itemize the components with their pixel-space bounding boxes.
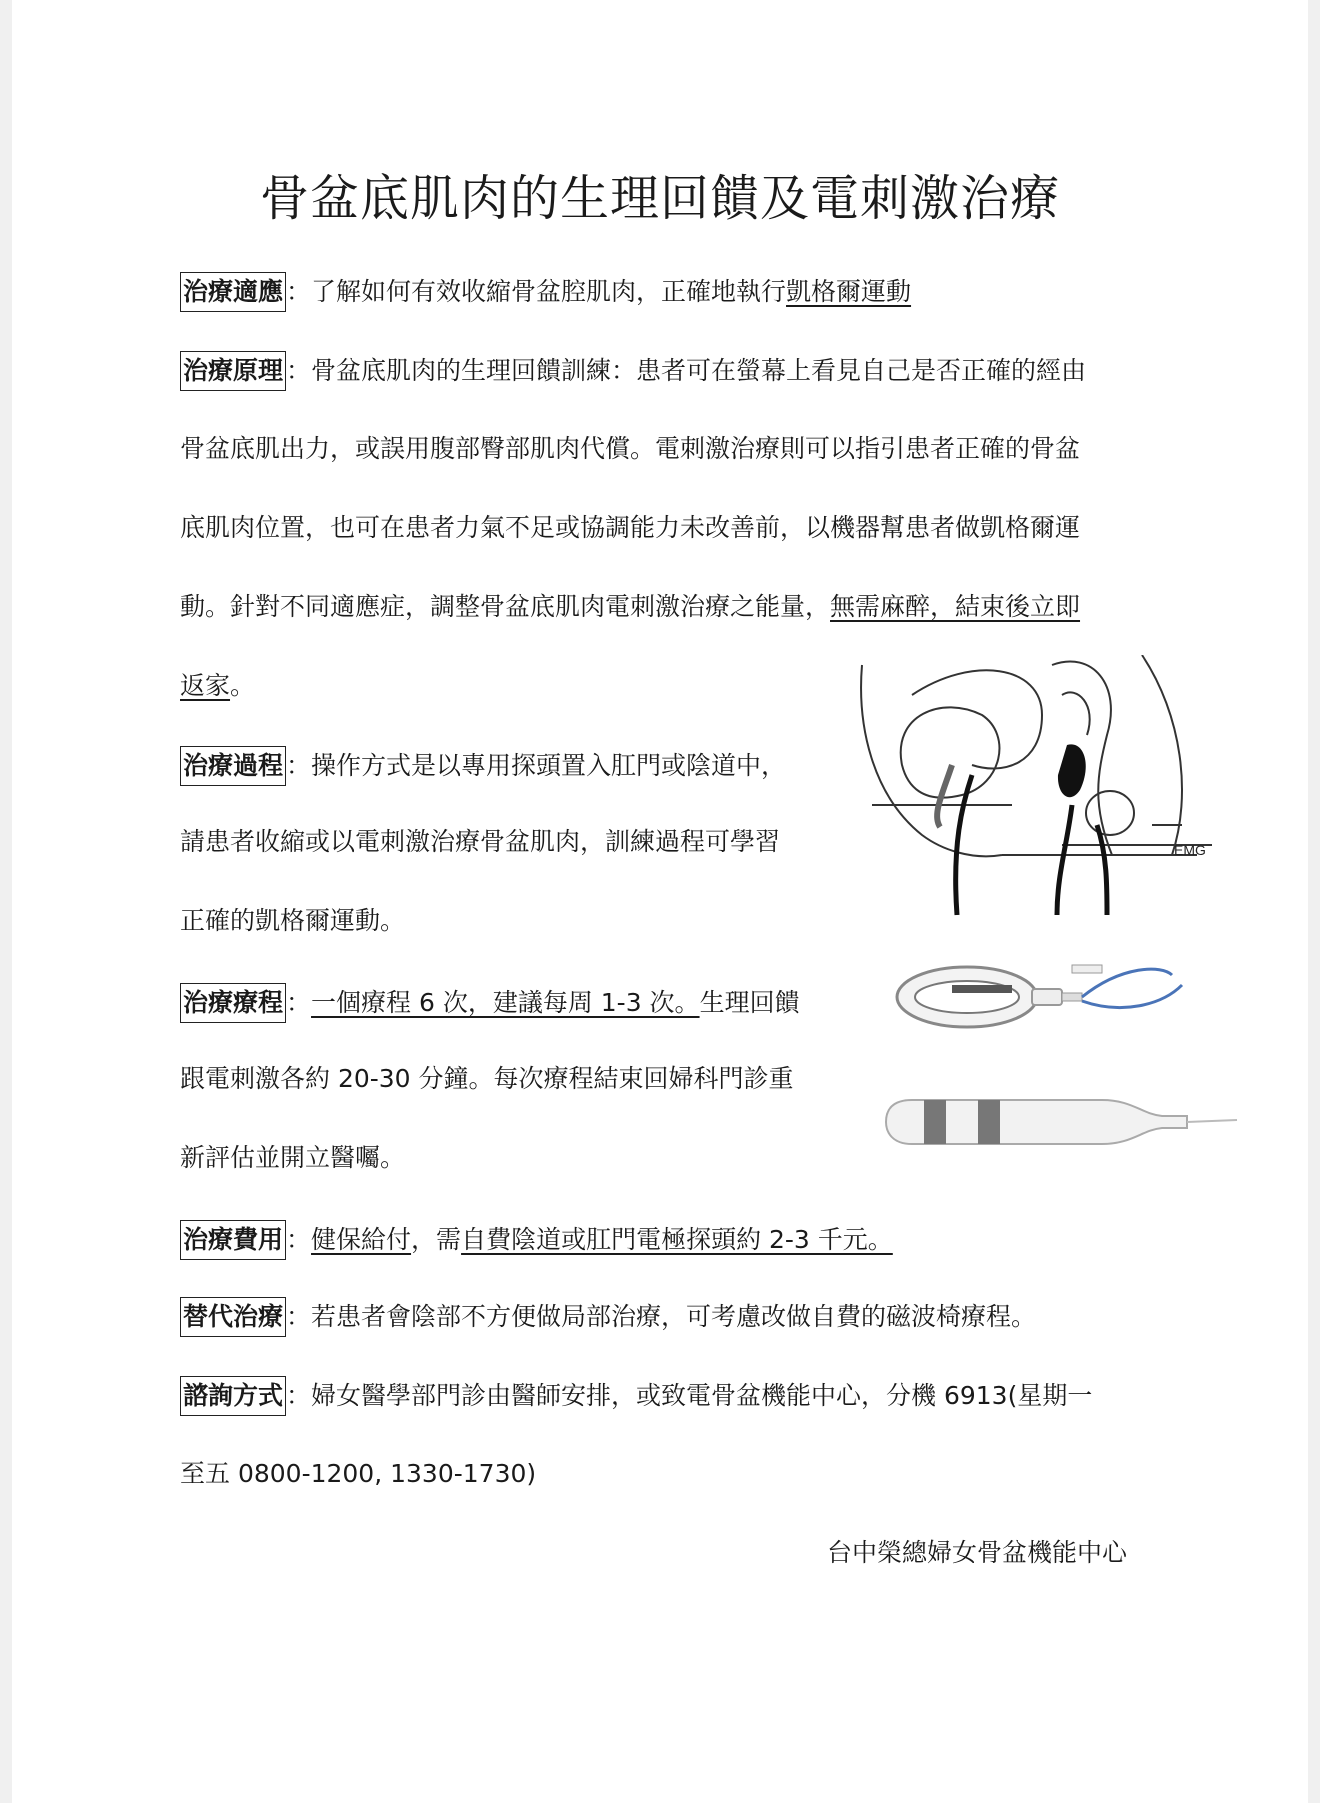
section-indication: 治療適應 ：了解如何有效收縮骨盆腔肌肉，正確地執行凱格爾運動 [180,272,911,312]
section-principle: 治療原理 ：骨盆底肌肉的生理回饋訓練：患者可在螢幕上看見自己是否正確的經由 [180,351,1086,391]
section-label: 治療療程 [180,983,286,1023]
emg-label: EMG [1174,842,1206,858]
kegel-link-text: 凱格爾運動 [786,277,912,306]
paragraph-line: 動。針對不同適應症，調整骨盆底肌肉電刺激治療之能量，無需麻醉，結束後立即 [180,592,1081,621]
paragraph-line: 底肌肉位置，也可在患者力氣不足或協調能力未改善前，以機器幫患者做凱格爾運 [180,513,1081,542]
section-procedure: 治療過程 ：操作方式是以專用探頭置入肛門或陰道中， [180,746,786,786]
section-label: 治療原理 [180,351,286,391]
footer-organization: 台中榮總婦女骨盆機能中心 [827,1538,1128,1567]
section-label: 替代治療 [180,1297,286,1337]
page-title: 骨盆底肌肉的生理回饋及電刺激治療 [259,170,1060,227]
section-label: 治療費用 [180,1220,286,1260]
section-contact: 諮詢方式 ：婦女醫學部門診由醫師安排，或致電骨盆機能中心，分機 6913(星期一 [180,1376,1092,1416]
section-label: 治療過程 [180,746,286,786]
vaginal-probe-illustration [892,945,1192,1045]
section-label: 治療適應 [180,272,286,312]
document-page [12,0,1308,1803]
section-alternative: 替代治療 ：若患者會陰部不方便做局部治療，可考慮改做自費的磁波椅療程。 [180,1297,1036,1337]
section-course: 治療療程 ：一個療程 6 次，建議每周 1-3 次。生理回饋 [180,983,800,1023]
pelvic-anatomy-illustration [852,655,1212,925]
paragraph-line: 請患者收縮或以電刺激治療骨盆肌肉，訓練過程可學習 [180,827,781,856]
paragraph-line: 至五 0800-1200, 1330-1730) [180,1459,537,1488]
anal-probe-illustration [882,1092,1242,1152]
paragraph-line: 骨盆底肌出力，或誤用腹部臀部肌肉代償。電刺激治療則可以指引患者正確的骨盆 [180,434,1081,463]
section-fee: 治療費用 ：健保給付，需自費陰道或肛門電極探頭約 2-3 千元。 [180,1220,893,1260]
section-label: 諮詢方式 [180,1376,286,1416]
paragraph-line: 新評估並開立醫囑。 [180,1143,406,1172]
paragraph-line: 返家。 [180,671,256,700]
paragraph-line: 跟電刺激各約 20-30 分鐘。每次療程結束回婦科門診重 [180,1064,794,1093]
paragraph-line: 正確的凱格爾運動。 [180,906,406,935]
